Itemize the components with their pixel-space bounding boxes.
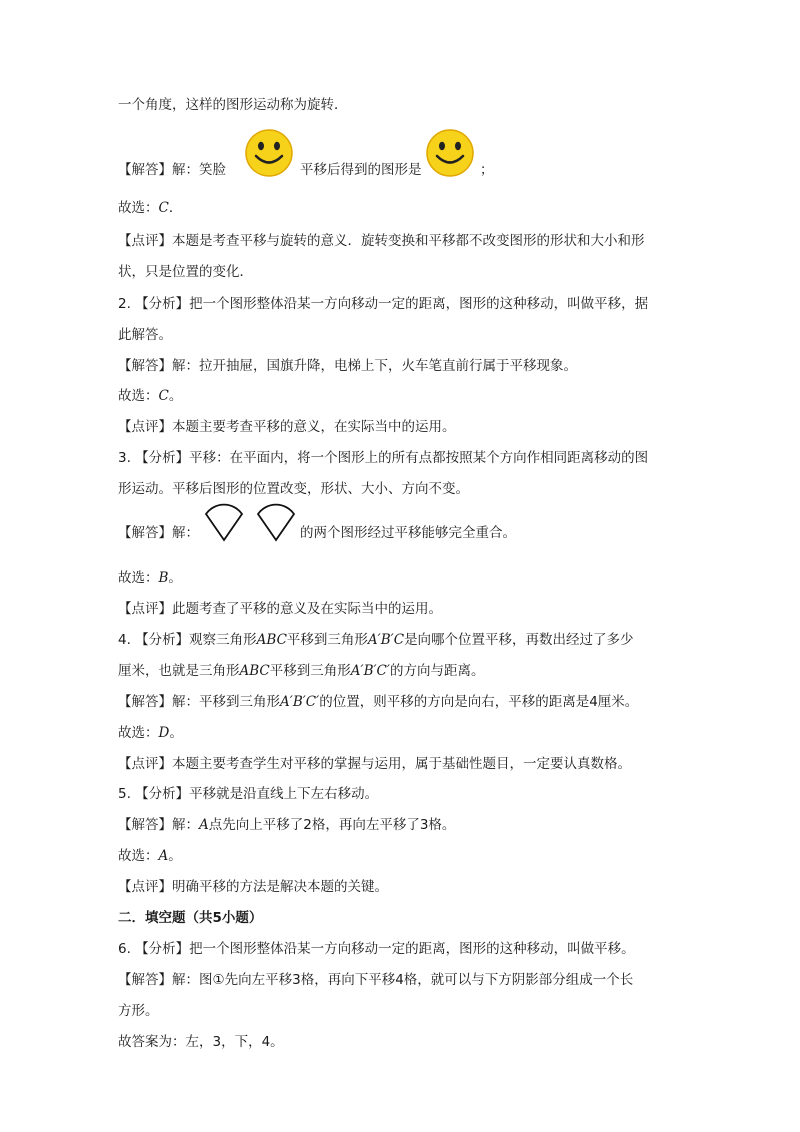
text-line: 【点评】本题是考查平移与旋转的意义．旋转变换和平移都不改变图形的形状和大小和形 (118, 233, 645, 249)
choice-letter: C (158, 388, 169, 404)
text-line: 5. 【分析】平移就是沿直线上下左右移动。 (118, 786, 379, 802)
text-line: 状，只是位置的变化． (118, 264, 253, 280)
text-line: 形运动。平移后图形的位置改变，形状、大小、方向不变。 (118, 481, 469, 497)
math-label: ABC (239, 663, 270, 679)
fan-shapes-figure (202, 494, 298, 546)
text-line: 一个角度，这样的图形运动称为旋转． (118, 97, 348, 113)
text-line: 【解答】解：平移到三角形A′B′C′的位置，则平移的方向是向右，平移的距离是4厘米。 (118, 694, 639, 710)
math-label: A (199, 817, 209, 833)
answer-line: 【解答】解： (118, 525, 199, 541)
text-line: 【点评】本题主要考查平移的意义，在实际当中的运用。 (118, 419, 456, 435)
choice-line: 故选：C。 (118, 388, 183, 404)
choice-letter: C (158, 200, 169, 216)
text-line: 此解答。 (118, 327, 172, 343)
text-line: 故答案为：左，3，下，4。 (118, 1034, 284, 1050)
choice-letter: A (158, 848, 169, 864)
math-label: A′B′C′ (350, 663, 390, 679)
smiley-face-icon (244, 128, 294, 178)
text-line: 厘米，也就是三角形ABC平移到三角形A′B′C′的方向与距离。 (118, 663, 485, 679)
choice-line: 故选：A。 (118, 848, 182, 864)
answer-line-cont: 平移后得到的图形是 (300, 162, 422, 178)
text-line: 【点评】明确平移的方法是解决本题的关键。 (118, 879, 388, 895)
text-line: 6. 【分析】把一个图形整体沿某一方向移动一定的距离，图形的这种移动，叫做平移。 (118, 941, 635, 957)
choice-letter: B (158, 570, 169, 586)
math-label: A′B′C (367, 632, 405, 648)
text-line: 【点评】此题考查了平移的意义及在实际当中的运用。 (118, 601, 442, 617)
smiley-face-icon (425, 128, 475, 178)
text-line: 【解答】解：A点先向上平移了2格，再向左平移了3格。 (118, 817, 456, 833)
answer-line-cont: 的两个图形经过平移能够完全重合。 (300, 525, 516, 541)
text-line: 方形。 (118, 1003, 159, 1019)
choice-line: 故选：B。 (118, 570, 182, 586)
text-line: 【解答】解：拉开抽屉，国旗升降，电梯上下，火车笔直前行属于平移现象。 (118, 358, 577, 374)
answer-line-end: ； (480, 162, 494, 178)
text-line: 2. 【分析】把一个图形整体沿某一方向移动一定的距离，图形的这种移动，叫做平移，据 (118, 296, 649, 312)
text-line: 4. 【分析】观察三角形ABC平移到三角形A′B′C是向哪个位置平移，再数出经过了多少 (118, 632, 634, 648)
math-label: A′B′C′ (280, 694, 320, 710)
answer-line: 【解答】解：笑脸 (118, 162, 226, 178)
choice-line: 故选：C． (118, 200, 183, 216)
text-line: 3. 【分析】平移：在平面内，将一个图形上的所有点都按照某个方向作相同距离移动的图 (118, 450, 649, 466)
text-line: 【点评】本题主要考查学生对平移的掌握与运用，属于基础性题目，一定要认真数格。 (118, 756, 631, 772)
choice-line: 故选：D。 (118, 725, 183, 741)
text-line: 【解答】解：图①先向左平移3格，再向下平移4格，就可以与下方阴影部分组成一个长 (118, 972, 634, 988)
section-heading: 二．填空题（共5小题） (118, 910, 263, 926)
math-label: ABC (256, 632, 287, 648)
choice-letter: D (158, 725, 170, 741)
